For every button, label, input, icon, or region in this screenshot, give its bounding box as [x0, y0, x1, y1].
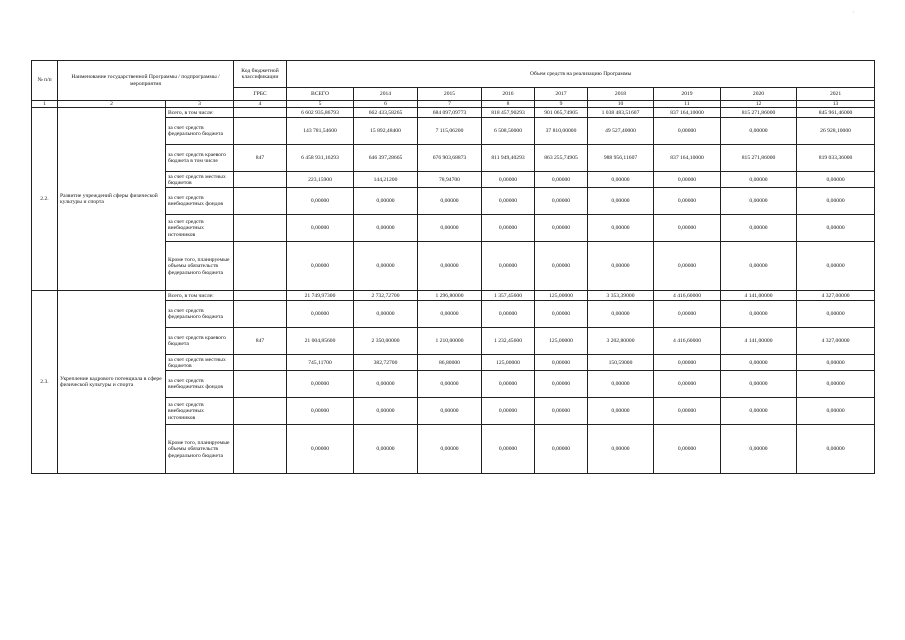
grbs-code: [234, 301, 287, 328]
year-value: 0,00000: [721, 118, 797, 145]
year-value: 4 327,00000: [797, 328, 875, 355]
funding-source: за счет средств внебюджетных фондов: [166, 371, 234, 398]
year-header: 2015: [418, 88, 482, 101]
year-value: 0,00000: [354, 398, 418, 425]
year-value: 0,00000: [721, 301, 797, 328]
year-value: 0,00000: [482, 371, 535, 398]
year-value: 150,59000: [588, 355, 654, 371]
year-value: 0,00000: [354, 242, 418, 291]
year-value: 78,94700: [418, 172, 482, 188]
year-header: 2014: [354, 88, 418, 101]
year-value: 0,00000: [535, 398, 588, 425]
year-value: 646 397,28665: [354, 145, 418, 172]
year-value: 0,00000: [654, 425, 721, 474]
grbs-code: [234, 108, 287, 118]
column-number: 13: [797, 101, 875, 108]
year-value: 0,00000: [418, 188, 482, 215]
year-value: 4 141,00000: [721, 291, 797, 301]
year-header: 2021: [797, 88, 875, 101]
year-value: 0,00000: [797, 355, 875, 371]
total-value: 21 004,85600: [287, 328, 354, 355]
funding-source: за счет средств местных бюджетов: [166, 355, 234, 371]
total-value: 745,11700: [287, 355, 354, 371]
year-value: 0,00000: [418, 371, 482, 398]
grbs-code: 847: [234, 328, 287, 355]
year-value: 0,00000: [588, 215, 654, 242]
grbs-code: [234, 291, 287, 301]
year-value: 0,00000: [482, 215, 535, 242]
funding-source: за счет средств федерального бюджета: [166, 118, 234, 145]
col-volume-header: Объем средств на реализацию Программы: [287, 61, 875, 88]
funding-source: за счет средств внебюджетных фондов: [166, 188, 234, 215]
year-value: 0,00000: [721, 172, 797, 188]
column-number: 12: [721, 101, 797, 108]
year-value: 0,00000: [535, 355, 588, 371]
funding-source: за счет средств краевого бюджета в том числе: [166, 145, 234, 172]
year-value: 1 232,45600: [482, 328, 535, 355]
year-value: 0,00000: [654, 371, 721, 398]
year-value: 0,00000: [418, 242, 482, 291]
year-value: 0,00000: [482, 188, 535, 215]
scan-mark: ·: [852, 8, 855, 17]
year-value: 15 892,48400: [354, 118, 418, 145]
year-value: 0,00000: [588, 172, 654, 188]
year-value: 125,00000: [482, 355, 535, 371]
total-value: 223,15900: [287, 172, 354, 188]
column-number: 11: [654, 101, 721, 108]
year-value: 0,00000: [654, 215, 721, 242]
col-grbs-header: ГРБС: [234, 88, 287, 101]
year-value: 0,00000: [654, 242, 721, 291]
year-value: 0,00000: [797, 398, 875, 425]
year-value: 4 327,00000: [797, 291, 875, 301]
year-header: 2020: [721, 88, 797, 101]
grbs-code: [234, 242, 287, 291]
year-value: 125,00000: [535, 291, 588, 301]
year-value: 0,00000: [535, 301, 588, 328]
column-number: 7: [418, 101, 482, 108]
year-value: 863 255,74905: [535, 145, 588, 172]
year-value: 49 527,40000: [588, 118, 654, 145]
year-value: 901 065,74905: [535, 108, 588, 118]
year-value: 0,00000: [654, 301, 721, 328]
year-value: 0,00000: [721, 188, 797, 215]
year-value: 0,00000: [354, 188, 418, 215]
year-value: 0,00000: [354, 301, 418, 328]
year-value: 37 810,00000: [535, 118, 588, 145]
year-value: 0,00000: [588, 188, 654, 215]
funding-source: Всего, в том числе:: [166, 291, 234, 301]
total-value: 6 602 935,86793: [287, 108, 354, 118]
total-value: 21 749,97300: [287, 291, 354, 301]
year-value: 676 903,68873: [418, 145, 482, 172]
year-value: 815 271,86000: [721, 145, 797, 172]
year-value: 0,00000: [482, 172, 535, 188]
year-value: 0,00000: [797, 215, 875, 242]
year-value: 0,00000: [482, 425, 535, 474]
year-value: 662 433,58265: [354, 108, 418, 118]
total-value: 0,00000: [287, 242, 354, 291]
grbs-code: [234, 425, 287, 474]
year-value: 0,00000: [721, 398, 797, 425]
header-row-1: [32, 61, 875, 88]
year-value: 0,00000: [482, 398, 535, 425]
item-name: Укрепление кадрового потенциала в сфере физической культуры и спорта: [58, 291, 166, 474]
grbs-code: [234, 355, 287, 371]
column-number: 9: [535, 101, 588, 108]
year-value: 0,00000: [418, 398, 482, 425]
funding-source: за счет средств местных бюджетов: [166, 172, 234, 188]
year-value: 0,00000: [588, 301, 654, 328]
year-value: 382,72700: [354, 355, 418, 371]
program-funding-table: [31, 60, 875, 474]
column-number: 5: [287, 101, 354, 108]
year-value: 0,00000: [654, 398, 721, 425]
total-value: 6 458 931,16293: [287, 145, 354, 172]
year-value: 1 038 483,51607: [588, 108, 654, 118]
item-number: 2.2.: [32, 108, 58, 291]
year-value: 0,00000: [654, 355, 721, 371]
year-header: 2019: [654, 88, 721, 101]
year-value: 0,00000: [482, 242, 535, 291]
year-value: 0,00000: [797, 242, 875, 291]
year-value: 1 357,45600: [482, 291, 535, 301]
year-value: 0,00000: [721, 355, 797, 371]
year-value: 3 202,80000: [588, 328, 654, 355]
funding-source: Кроме того, планируемые объемы обязательств федерального бюджета: [166, 425, 234, 474]
year-value: 845 961,46000: [797, 108, 875, 118]
year-value: 837 164,10000: [654, 145, 721, 172]
year-value: 0,00000: [535, 371, 588, 398]
total-value: 0,00000: [287, 188, 354, 215]
year-value: 0,00000: [418, 425, 482, 474]
year-value: 0,00000: [535, 215, 588, 242]
year-value: 0,00000: [797, 425, 875, 474]
year-header: 2018: [588, 88, 654, 101]
year-value: 0,00000: [797, 371, 875, 398]
grbs-code: [234, 172, 287, 188]
year-value: 0,00000: [418, 215, 482, 242]
total-value: 143 781,54600: [287, 118, 354, 145]
year-value: 2 732,72700: [354, 291, 418, 301]
column-number-row: [32, 101, 875, 108]
year-value: 819 033,36000: [797, 145, 875, 172]
year-header: 2017: [535, 88, 588, 101]
grbs-code: 847: [234, 145, 287, 172]
year-value: 0,00000: [535, 188, 588, 215]
funding-source: за счет средств внебюджетных источников: [166, 398, 234, 425]
year-value: 0,00000: [721, 371, 797, 398]
year-value: 0,00000: [654, 188, 721, 215]
year-value: 988 956,11607: [588, 145, 654, 172]
year-value: 0,00000: [654, 172, 721, 188]
col-total-header: ВСЕГО: [287, 88, 354, 101]
year-value: 86,80000: [418, 355, 482, 371]
year-value: 0,00000: [797, 172, 875, 188]
year-value: 0,00000: [535, 425, 588, 474]
column-number: 3: [166, 101, 234, 108]
year-header: 2016: [482, 88, 535, 101]
total-value: 0,00000: [287, 371, 354, 398]
year-value: 4 416,60000: [654, 328, 721, 355]
year-value: 837 164,10000: [654, 108, 721, 118]
year-value: 0,00000: [588, 425, 654, 474]
year-value: 0,00000: [354, 371, 418, 398]
column-number: 6: [354, 101, 418, 108]
funding-source: за счет средств федерального бюджета: [166, 301, 234, 328]
column-number: 8: [482, 101, 535, 108]
year-value: 0,00000: [797, 301, 875, 328]
total-value: 0,00000: [287, 215, 354, 242]
year-value: 0,00000: [721, 242, 797, 291]
year-value: 0,00000: [354, 425, 418, 474]
year-value: 7 115,06200: [418, 118, 482, 145]
col-number-header: № п/п: [32, 61, 58, 101]
year-value: 811 949,40293: [482, 145, 535, 172]
total-value: 0,00000: [287, 398, 354, 425]
year-value: 144,21200: [354, 172, 418, 188]
total-value: 0,00000: [287, 301, 354, 328]
year-value: 0,00000: [721, 215, 797, 242]
year-value: 0,00000: [535, 172, 588, 188]
column-number: 1: [32, 101, 58, 108]
year-value: 815 271,86000: [721, 108, 797, 118]
grbs-code: [234, 188, 287, 215]
item-number: 2.3.: [32, 291, 58, 474]
grbs-code: [234, 215, 287, 242]
col-name-header: Наименование государственной Программы / подпрограммы / мероприятия: [58, 61, 234, 101]
year-value: 125,00000: [535, 328, 588, 355]
year-value: 1 296,80000: [418, 291, 482, 301]
year-value: 0,00000: [588, 398, 654, 425]
year-value: 4 141,00000: [721, 328, 797, 355]
year-value: 2 350,00000: [354, 328, 418, 355]
year-value: 0,00000: [721, 425, 797, 474]
funding-source: Всего, в том числе:: [166, 108, 234, 118]
year-value: 0,00000: [797, 188, 875, 215]
col-code-header: Код бюджетной классификации: [234, 61, 287, 88]
table-row: [32, 291, 875, 301]
total-value: 0,00000: [287, 425, 354, 474]
grbs-code: [234, 118, 287, 145]
year-value: 684 097,09773: [418, 108, 482, 118]
funding-source: за счет средств внебюджетных источников: [166, 215, 234, 242]
column-number: 2: [58, 101, 166, 108]
year-value: 6 508,50000: [482, 118, 535, 145]
year-value: 0,00000: [654, 118, 721, 145]
column-number: 10: [588, 101, 654, 108]
year-value: 26 928,10000: [797, 118, 875, 145]
column-number: 4: [234, 101, 287, 108]
year-value: 818 457,90293: [482, 108, 535, 118]
grbs-code: [234, 371, 287, 398]
year-value: 4 416,60000: [654, 291, 721, 301]
year-value: 0,00000: [588, 242, 654, 291]
item-name: Развитие учреждений сферы физической культуры и спорта: [58, 108, 166, 291]
grbs-code: [234, 398, 287, 425]
year-value: 0,00000: [354, 215, 418, 242]
year-value: 0,00000: [588, 371, 654, 398]
year-value: 0,00000: [418, 301, 482, 328]
funding-source: за счет средств краевого бюджета: [166, 328, 234, 355]
year-value: 0,00000: [482, 301, 535, 328]
table-row: [32, 108, 875, 118]
year-value: 0,00000: [535, 242, 588, 291]
year-value: 1 210,00000: [418, 328, 482, 355]
year-value: 3 353,39000: [588, 291, 654, 301]
funding-source: Кроме того, планируемые объемы обязательств федерального бюджета: [166, 242, 234, 291]
